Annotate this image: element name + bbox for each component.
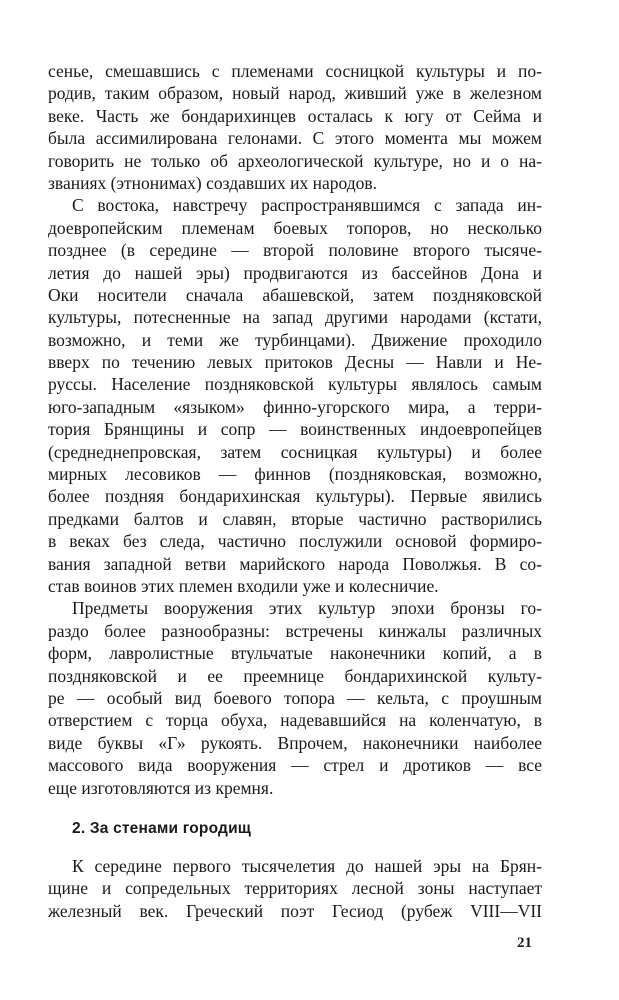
text-line: Предметы вооружения этих культур эпохи бронзы го- [72, 598, 542, 619]
text-line: вверх по течению левых притоков Десны — Навли и Не- [48, 352, 542, 373]
text-line: железный век. Греческий поэт Гесиод (рубеж VIII—VII [48, 900, 542, 921]
text-line: Оки носители сначала абашевской, затем поздняковской [48, 284, 542, 305]
section-heading: 2. За стенами городищ [72, 820, 252, 837]
page-number: 21 [517, 935, 532, 951]
text-line: став воинов этих племен входили уже и колесничие. [48, 575, 439, 596]
text-line: отверстием с торца обуха, надевавшийся на коленчатую, в [48, 710, 542, 731]
text-line: в веках без следа, частично послужили основой формиро- [48, 531, 542, 552]
text-line: (среднеднепровская, затем сосницкая культуры) и более [48, 441, 542, 462]
text-line: сенье, смешавшись с племенами сосницкой культуры и по- [48, 61, 542, 81]
text-line: К середине первого тысячелетия до нашей эры на Брян- [72, 856, 542, 876]
text-line: веке. Часть же бондарихинцев осталась к югу от Сейма и [48, 105, 542, 126]
text-line: летия до нашей эры) продвигаются из бассейнов Дона и [48, 262, 542, 283]
text-line: ре — особый вид боевого топора — кельта, с проушным [48, 687, 542, 708]
text-line: была ассимилирована гелонами. С этого момента мы можем [48, 128, 542, 149]
text-line: вания западной ветви марийского народа Поволжья. В со- [48, 553, 542, 574]
text-line: щине и сопредельных территориях лесной зоны наступает [48, 878, 542, 899]
text-line: говорить не только об археологической культуре, но и о на- [48, 150, 542, 171]
text-line: позднее (в середине — второй половине второго тысяче- [48, 240, 542, 261]
text-line: массового вида вооружения — стрел и дротиков — все [48, 755, 542, 776]
main-text [48, 60, 542, 799]
text-line: более поздняя бондарихинская культуры). Первые явились [48, 486, 542, 507]
text-line: поздняковской и ее преемнице бондарихинской культу- [48, 665, 542, 686]
text-line: еще изготовляются из кремня. [48, 777, 274, 798]
text-line: руссы. Население поздняковской культуры являлось самым [48, 374, 542, 395]
text-line: доевропейским племенам боевых топоров, но несколько [48, 217, 542, 238]
text-line: званиях (этнонимах) создавших их народов. [48, 172, 378, 193]
section-text [48, 855, 542, 922]
text-line: раздо более разнообразны: встречены кинжалы различных [48, 620, 542, 641]
text-line: возможно, и теми же турбинцами). Движение проходило [48, 329, 542, 350]
text-line: юго-западным «языком» финно-угорского мира, а терри- [48, 396, 542, 417]
text-line: С востока, навстречу распространявшимся с запада ин- [72, 195, 542, 216]
text-line: предками балтов и славян, вторые частично растворились [48, 508, 542, 529]
text-line: виде буквы «Г» рукоять. Впрочем, наконечники наиболее [48, 732, 542, 753]
text-line: форм, лавролистные втульчатые наконечники копий, а в [48, 643, 542, 664]
text-line: родив, таким образом, новый народ, живший уже в железном [48, 83, 542, 104]
text-line: культуры, потесненные на запад другими народами (кстати, [48, 307, 542, 328]
text-line: тория Брянщины и сопр — воинственных индоевропейцев [48, 419, 542, 440]
text-line: мирных лесовиков — финнов (поздняковская, возможно, [48, 464, 542, 485]
